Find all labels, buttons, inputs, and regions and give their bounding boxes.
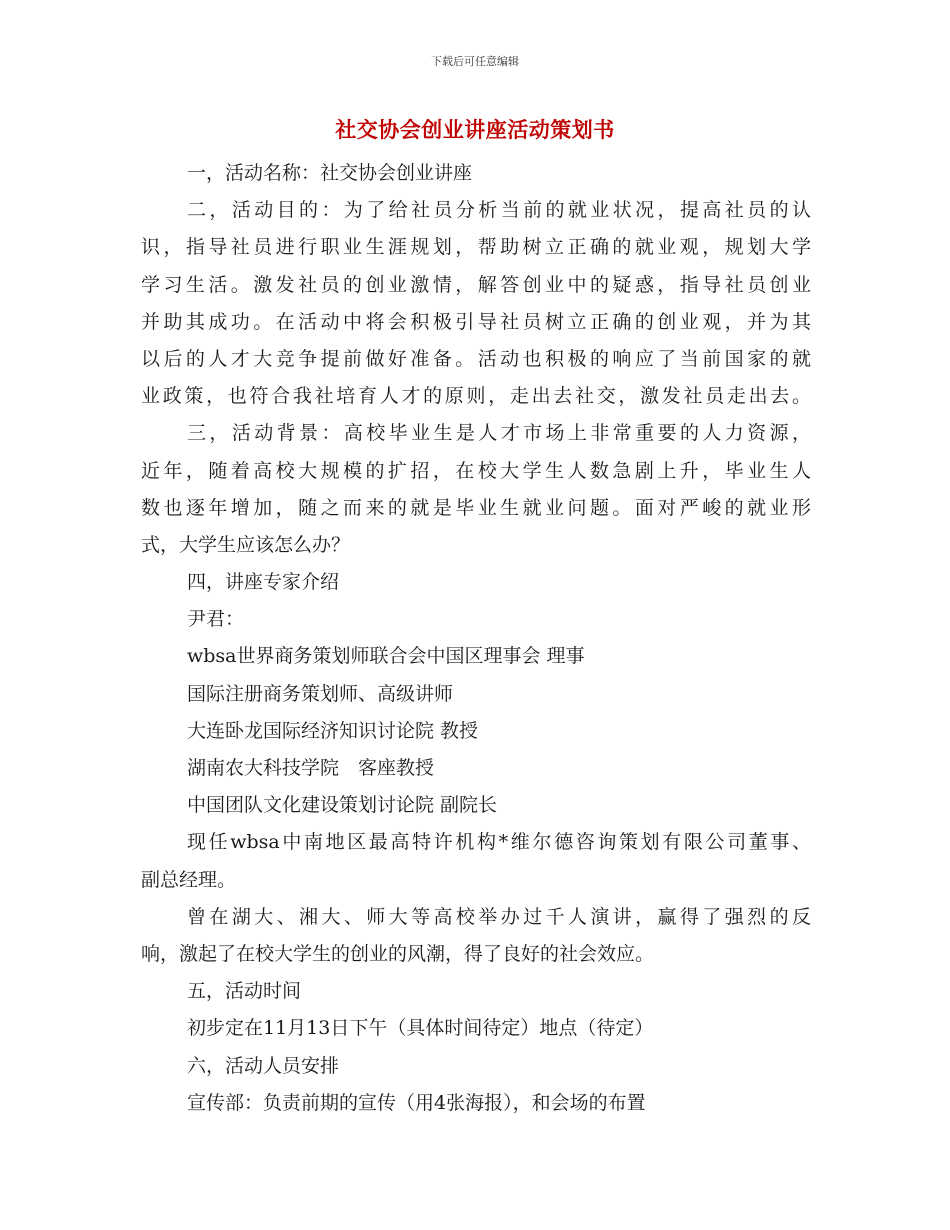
- text-line: 五，活动时间: [187, 980, 302, 1003]
- text-line: 初步定在11月13日下午（具体时间待定）地点（待定）: [187, 1017, 654, 1040]
- text-line: 四，讲座专家介绍: [187, 571, 340, 594]
- text-line: 副总经理。: [141, 868, 237, 891]
- document-title: 社交协会创业讲座活动策划书: [335, 118, 615, 142]
- text-line: 大连卧龙国际经济知识讨论院 教授: [187, 719, 479, 742]
- text-line: 一，活动名称：社交协会创业讲座: [187, 162, 473, 184]
- text-line: 国际注册商务策划师、高级讲师: [187, 682, 454, 705]
- text-line: 现任wbsa中南地区最高特许机构*维尔德咨询策划有限公司董事、: [187, 831, 811, 854]
- text-line: 学习生活。激发社员的创业激情，解答创业中的疑惑，指导社员创业: [141, 273, 811, 296]
- text-line: 尹君：: [187, 608, 245, 631]
- text-line: 六，活动人员安排: [187, 1054, 340, 1077]
- text-line: 以后的人才大竞争提前做好准备。活动也积极的响应了当前国家的就: [141, 347, 811, 370]
- document-body: [141, 155, 811, 1122]
- text-line: 响，激起了在校大学生的创业的风潮，得了良好的社会效应。: [141, 942, 655, 965]
- text-line: 识，指导社员进行职业生涯规划，帮助树立正确的就业观，规划大学: [141, 236, 811, 259]
- text-line: 近年，随着高校大规模的扩招，在校大学生人数急剧上升，毕业生人: [141, 459, 811, 482]
- text-line: 业政策，也符合我社培育人才的原则，走出去社交，激发社员走出去。: [141, 385, 811, 408]
- page-header: 下载后可任意编辑: [431, 55, 519, 68]
- text-line: 式，大学生应该怎么办？: [141, 533, 351, 556]
- text-line: 曾在湖大、湘大、师大等高校举办过千人演讲，赢得了强烈的反: [187, 905, 811, 928]
- text-line: 湖南农大科技学院 客座教授: [187, 757, 435, 779]
- text-line: 宣传部：负责前期的宣传（用4张海报），和会场的布置: [187, 1091, 646, 1114]
- text-line: 中国团队文化建设策划讨论院 副院长: [187, 794, 498, 817]
- text-line: wbsa世界商务策划师联合会中国区理事会 理事: [187, 645, 585, 668]
- text-line: 并助其成功。在活动中将会积极引导社员树立正确的创业观，并为其: [141, 310, 811, 333]
- text-line: 二，活动目的：为了给社员分析当前的就业状况，提高社员的认: [187, 199, 811, 222]
- text-line: 三，活动背景：高校毕业生是人才市场上非常重要的人力资源，: [187, 422, 811, 445]
- text-line: 数也逐年增加，随之而来的就是毕业生就业问题。面对严峻的就业形: [141, 496, 811, 519]
